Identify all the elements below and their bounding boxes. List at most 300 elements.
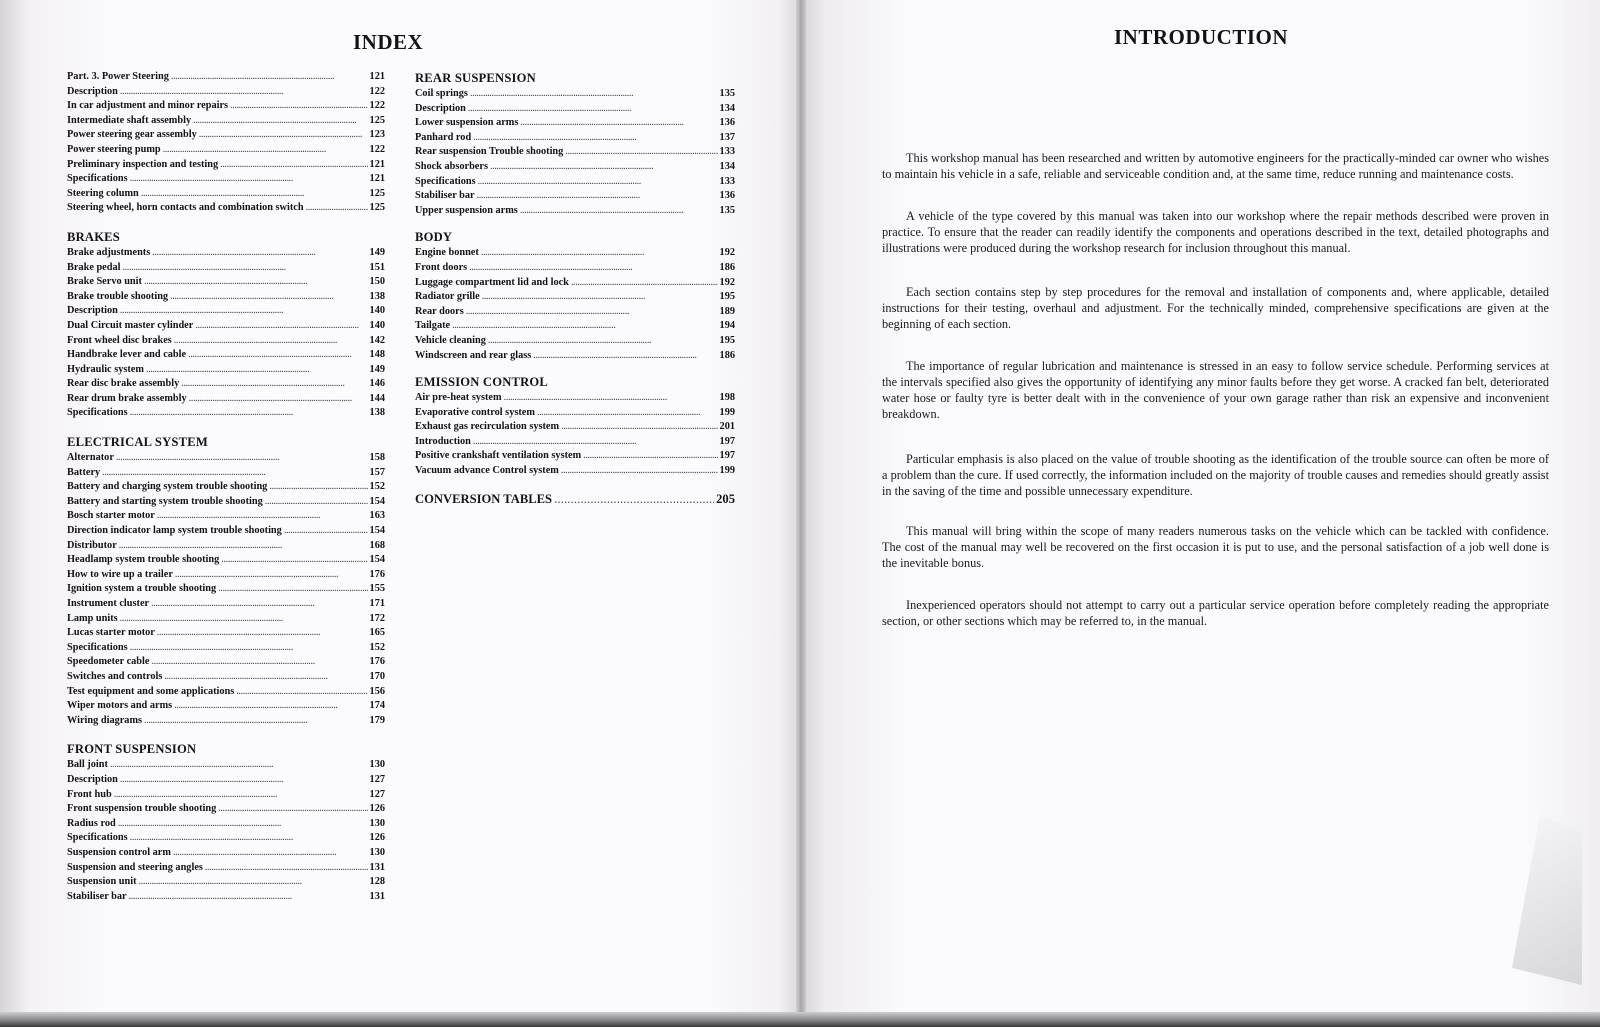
dot-leader <box>120 773 368 788</box>
index-entry-page: 126 <box>369 803 385 815</box>
dot-leader <box>174 699 367 714</box>
index-entry-label: Ball joint <box>67 759 108 771</box>
index-entry-label: Exhaust gas recirculation system <box>415 421 560 433</box>
index-section <box>415 375 735 479</box>
dot-leader <box>130 406 368 421</box>
dot-leader <box>469 261 717 276</box>
index-entry-page: 176 <box>369 568 385 580</box>
index-entry-page: 122 <box>369 143 385 155</box>
dot-leader <box>151 597 367 612</box>
dot-leader <box>537 406 718 421</box>
index-section-heading: ELECTRICAL SYSTEM <box>67 435 208 450</box>
index-entry <box>67 363 385 378</box>
dot-leader <box>452 319 717 334</box>
index-entry <box>67 128 385 143</box>
index-entry-page: 149 <box>369 246 385 258</box>
index-entry-page: 149 <box>369 363 385 375</box>
index-entry-label: Bosch starter motor <box>67 510 155 522</box>
index-entry <box>67 846 385 861</box>
index-entry-label: Description <box>415 102 466 114</box>
index-entry-page: 133 <box>719 146 735 158</box>
page-bottom-edge <box>0 1012 1600 1027</box>
index-entry <box>415 189 735 204</box>
index-entry <box>67 539 385 554</box>
index-entry-label: Specifications <box>67 407 128 419</box>
introduction-paragraph: A vehicle of the type covered by this manual was taken into our workshop where the repair methods described were proven in practice. To ensure that the reader can readily identify the components and operations described in the text, detailed photographs and illustrations were produced during the workshop research for inclusion throughout this manual. <box>882 209 1549 255</box>
index-entry-page: 176 <box>369 656 385 668</box>
index-entry-page: 186 <box>719 261 735 273</box>
index-entry-page: 137 <box>719 131 735 143</box>
index-entry <box>67 524 385 539</box>
index-entry-label: Windscreen and rear glass <box>415 349 532 361</box>
dot-leader <box>151 655 367 670</box>
index-entry-page: 138 <box>369 290 385 302</box>
index-entry-label: Rear doors <box>415 305 464 317</box>
index-entry-label: Rear suspension Trouble shooting <box>415 146 564 158</box>
index-section-heading: BODY <box>415 230 453 245</box>
index-entry-label: Panhard rod <box>415 131 472 143</box>
index-entry <box>415 435 735 450</box>
index-entry-label: Introduction <box>415 435 471 447</box>
index-entry-page: 163 <box>369 510 385 522</box>
dot-leader <box>488 334 718 349</box>
index-entry-label: Part. 3. Power Steering <box>67 71 169 82</box>
introduction-paragraph: Particular emphasis is also placed on the value of trouble shooting as the identification of the trouble source can often be more of a problem than the cure. If used correctly, the information included on the majority of trouble causes and remedies should greatly assist in the saving of the time and possible unnecessary expenditure. <box>882 452 1549 498</box>
index-entry-page: 197 <box>719 450 735 462</box>
index-entry-label: Speedometer cable <box>67 656 150 668</box>
index-entry <box>67 99 385 114</box>
dot-leader <box>520 116 717 131</box>
index-section <box>67 70 385 216</box>
conversion-tables-page: 205 <box>716 491 735 506</box>
index-entry-label: Instrument cluster <box>67 598 150 609</box>
index-entry-label: How to wire up a trailer <box>67 568 173 580</box>
index-section-heading: REAR SUSPENSION <box>415 71 536 85</box>
index-entry-page: 157 <box>369 466 385 478</box>
index-title: INDEX <box>353 30 424 54</box>
index-entry-label: Air pre-heat system <box>415 392 502 404</box>
dot-leader <box>466 305 718 320</box>
index-entry <box>67 451 385 466</box>
index-entry <box>67 172 385 187</box>
dot-leader <box>163 143 368 158</box>
index-entry-page: 171 <box>369 598 385 609</box>
index-entry-page: 122 <box>369 100 385 112</box>
index-entry-page: 151 <box>369 261 385 273</box>
index-entry-label: Hydraulic system <box>67 363 144 375</box>
index-entry-label: Engine bonnet <box>415 247 479 259</box>
dot-leader <box>481 246 718 261</box>
index-entry-label: Luggage compartment lid and lock <box>415 276 569 288</box>
index-entry-label: Suspension and steering angles <box>67 861 203 873</box>
dot-leader <box>520 204 718 219</box>
dot-leader <box>571 276 718 291</box>
dot-leader <box>193 114 367 129</box>
index-entry-page: 150 <box>369 276 385 288</box>
index-entry <box>67 246 385 261</box>
index-entry <box>67 670 385 685</box>
index-entry-page: 146 <box>369 378 385 390</box>
index-entry-page: 131 <box>369 890 385 902</box>
index-entry-page: 194 <box>719 320 735 332</box>
index-column-2 <box>415 71 735 507</box>
index-entry <box>415 406 735 421</box>
dot-leader <box>164 670 367 685</box>
introduction-paragraph: This manual will bring within the scope of many readers numerous tasks on the vehicle which can be tackled with confidence. The cost of the manual may well be recovered on the first occasion it is put to use, and the personal satisfaction of a job well done is the inevitable bonus. <box>882 524 1549 570</box>
index-entry <box>67 861 385 876</box>
index-entry <box>67 685 385 700</box>
dot-leader <box>116 451 368 466</box>
index-entry-page: 142 <box>369 334 385 346</box>
index-entry-page: 179 <box>369 714 385 726</box>
dot-leader <box>139 875 368 890</box>
index-entry-label: Dual Circuit master cylinder <box>67 319 194 331</box>
index-section <box>67 435 385 728</box>
index-section-heading: BRAKES <box>67 229 120 244</box>
index-entry <box>67 890 385 905</box>
index-entry-label: Battery and starting system trouble shooting <box>67 495 263 507</box>
dot-leader <box>130 172 368 187</box>
index-entry-page: 133 <box>719 175 735 187</box>
index-entry-page: 152 <box>369 481 385 493</box>
index-entry <box>415 131 735 146</box>
index-entry-label: Shock absorbers <box>415 160 488 172</box>
index-entry <box>415 102 735 117</box>
introduction-paragraph: The importance of regular lubrication and maintenance is stressed in an easy to follow service schedule. Performing services at the intervals specified also gives the opportunity of identifying any minor faults before they get worse. A cracked fan belt, deteriorated water hose or faulty tyre is better dealt with in the convenience of your own garage rather than risk an expensive and inconvenient breakdown. <box>882 359 1549 421</box>
index-entry <box>415 290 735 305</box>
index-entry-label: In car adjustment and minor repairs <box>67 100 229 112</box>
index-entry-page: 121 <box>369 71 385 82</box>
dot-leader <box>561 420 717 435</box>
index-entry-page: 134 <box>719 160 735 172</box>
index-entry <box>67 319 385 334</box>
index-entry-list <box>415 87 735 218</box>
index-entry <box>415 349 735 364</box>
index-entry-label: Vehicle cleaning <box>415 334 486 346</box>
index-entry <box>415 87 735 102</box>
index-entry-page: 140 <box>369 305 385 317</box>
index-entry <box>67 348 385 363</box>
index-entry-page: 121 <box>369 173 385 185</box>
dot-leader <box>468 102 718 117</box>
index-entry <box>67 699 385 714</box>
index-entry <box>67 85 385 100</box>
dot-leader <box>120 85 368 100</box>
index-entry <box>67 875 385 890</box>
index-entry-label: Ignition system a trouble shooting <box>67 583 217 595</box>
dot-leader <box>171 70 368 85</box>
index-entry <box>67 377 385 392</box>
index-entry-page: 136 <box>719 190 735 202</box>
index-entry-list <box>67 451 385 728</box>
index-entry-label: Brake pedal <box>67 261 121 273</box>
index-entry-list <box>67 758 385 904</box>
index-column-1 <box>67 70 385 904</box>
index-entry <box>67 758 385 773</box>
dot-leader <box>129 890 368 905</box>
index-entry <box>67 466 385 481</box>
index-entry-label: Specifications <box>67 832 128 844</box>
dot-leader <box>533 349 717 364</box>
index-entry <box>415 204 735 219</box>
index-entry <box>67 392 385 407</box>
index-entry-label: Front hub <box>67 788 112 800</box>
index-entry <box>67 568 385 583</box>
index-entry-label: Front wheel disc brakes <box>67 334 172 346</box>
index-entry <box>67 582 385 597</box>
index-entry <box>415 145 735 160</box>
index-entry-label: Suspension control arm <box>67 846 171 858</box>
index-entry-page: 152 <box>369 641 385 653</box>
index-entry-label: Rear drum brake assembly <box>67 392 187 404</box>
dot-leader <box>482 290 718 305</box>
dot-leader <box>174 334 368 349</box>
index-entry-page: 168 <box>369 539 385 551</box>
index-entry-label: Stabiliser bar <box>67 890 127 902</box>
index-entry-label: Radius rod <box>67 817 116 829</box>
dot-leader <box>205 861 368 876</box>
index-entry-label: Brake adjustments <box>67 246 151 258</box>
index-entry-label: Wiper motors and arms <box>67 700 173 712</box>
index-entry-label: Lucas starter motor <box>67 627 155 639</box>
dot-leader <box>220 158 367 173</box>
dot-leader <box>110 758 368 773</box>
index-entry-label: Battery and charging system trouble shooting <box>67 481 268 493</box>
dot-leader <box>118 817 368 832</box>
dot-leader <box>141 187 368 202</box>
index-entry-page: 144 <box>369 392 385 404</box>
dot-leader <box>284 524 368 539</box>
dot-leader <box>490 160 718 175</box>
dot-leader <box>478 175 718 190</box>
introduction-paragraph: Inexperienced operators should not attempt to carry out a particular service operation before completely reading the appropriate section, or other sections which may be referred to, in the manual. <box>882 598 1549 628</box>
dot-leader <box>230 99 368 114</box>
index-entry-label: Headlamp system trouble shooting <box>67 554 220 566</box>
index-entry <box>67 509 385 524</box>
index-entry-label: Vacuum advance Control system <box>415 465 559 477</box>
dot-leader <box>120 304 368 319</box>
index-entry-label: Description <box>67 773 118 785</box>
conversion-tables-label: CONVERSION TABLES <box>415 491 553 506</box>
index-entry <box>415 261 735 276</box>
index-entry-label: Direction indicator lamp system trouble shooting <box>67 525 282 537</box>
index-entry-label: Brake trouble shooting <box>67 290 169 302</box>
index-entry-page: 165 <box>369 627 385 639</box>
index-entry-label: Brake Servo unit <box>67 276 142 288</box>
index-entry-page: 199 <box>719 406 735 418</box>
index-entry-page: 127 <box>369 773 385 785</box>
index-entry-page: 122 <box>369 85 385 97</box>
index-entry <box>67 553 385 568</box>
index-entry-label: Coil springs <box>415 88 468 99</box>
index-entry-page: 135 <box>719 88 735 99</box>
index-entry-label: Specifications <box>415 175 476 187</box>
dot-leader <box>554 492 714 507</box>
index-entry-page: 127 <box>369 788 385 800</box>
dot-leader <box>195 319 367 334</box>
index-entry-label: Switches and controls <box>67 670 163 682</box>
index-section <box>67 230 385 421</box>
index-entry-page: 197 <box>719 435 735 447</box>
index-entry-page: 135 <box>719 204 735 216</box>
conversion-tables-entry <box>415 492 735 507</box>
index-entry-label: Wiring diagrams <box>67 714 143 726</box>
index-entry-page: 125 <box>369 114 385 126</box>
index-entry-page: 195 <box>719 291 735 303</box>
dot-leader <box>157 509 368 524</box>
index-entry-page: 130 <box>369 846 385 858</box>
index-entry <box>415 334 735 349</box>
dot-leader <box>157 626 368 641</box>
index-entry <box>415 319 735 334</box>
index-entry-page: 156 <box>369 685 385 697</box>
dot-leader <box>181 377 367 392</box>
index-section <box>415 71 735 218</box>
dot-leader <box>144 275 368 290</box>
index-entry <box>67 261 385 276</box>
index-entry-page: 154 <box>369 495 385 507</box>
dot-leader <box>199 128 368 143</box>
dot-leader <box>114 788 368 803</box>
index-entry-page: 130 <box>369 817 385 829</box>
dot-leader <box>306 201 368 216</box>
index-entry-label: Power steering gear assembly <box>67 129 197 141</box>
index-entry-label: Rear disc brake assembly <box>67 378 180 390</box>
book-spine <box>796 0 806 1015</box>
index-entry <box>415 305 735 320</box>
index-entry-label: Evaporative control system <box>415 406 535 418</box>
index-entry <box>67 275 385 290</box>
index-entry-label: Suspension unit <box>67 876 137 888</box>
index-entry-page: 172 <box>369 612 385 624</box>
index-entry-label: Intermediate shaft assembly <box>67 114 192 126</box>
index-entry-label: Tailgate <box>415 320 451 332</box>
index-entry-page: 192 <box>719 247 735 259</box>
index-entry-list <box>415 246 735 363</box>
dot-leader <box>123 261 368 276</box>
dot-leader <box>473 131 717 146</box>
index-entry-label: Lamp units <box>67 612 118 624</box>
dot-leader <box>130 641 368 656</box>
index-entry <box>415 276 735 291</box>
index-entry-page: 131 <box>369 861 385 873</box>
index-entry-label: Handbrake lever and cable <box>67 349 187 361</box>
index-entry-page: 126 <box>369 832 385 844</box>
index-entry-page: 199 <box>719 465 735 477</box>
index-entry <box>67 626 385 641</box>
index-entry-label: Battery <box>67 466 101 478</box>
index-entry-page: 125 <box>369 187 385 199</box>
dot-leader <box>119 539 368 554</box>
index-entry-label: Description <box>67 85 118 97</box>
index-entry-page: 154 <box>369 525 385 537</box>
index-entry <box>67 114 385 129</box>
dot-leader <box>583 449 717 464</box>
index-entry-label: Positive crankshaft ventilation system <box>415 450 582 462</box>
index-entry <box>67 495 385 510</box>
index-entry-page: 128 <box>369 876 385 888</box>
index-entry-page: 123 <box>369 129 385 141</box>
dot-leader <box>152 246 367 261</box>
index-section <box>67 742 385 904</box>
dot-leader <box>120 612 368 627</box>
dot-leader <box>144 714 368 729</box>
index-entry <box>67 612 385 627</box>
dot-leader <box>173 846 368 861</box>
index-entry-page: 125 <box>369 202 385 214</box>
index-entry-label: Steering wheel, horn contacts and combination switch <box>67 202 304 214</box>
dot-leader <box>130 831 368 846</box>
index-entry <box>67 406 385 421</box>
index-entry <box>67 773 385 788</box>
dot-leader <box>473 435 718 450</box>
index-entry-page: 148 <box>369 349 385 361</box>
index-section-heading: EMISSION CONTROL <box>415 375 549 390</box>
dot-leader <box>170 290 367 305</box>
index-entry-page: 140 <box>369 319 385 331</box>
index-entry <box>67 817 385 832</box>
index-entry-label: Upper suspension arms <box>415 204 518 216</box>
index-entry <box>67 334 385 349</box>
index-entry-label: Radiator grille <box>415 291 480 303</box>
introduction-paragraph: Each section contains step by step procedures for the removal and installation of components and, where applicable, detailed instructions for their testing, overhaul and adjustment. For the technically minded, comprehensive specifications are given at the beginning of each section. <box>882 285 1549 331</box>
index-entry-label: Test equipment and some applications <box>67 685 235 697</box>
dot-leader <box>188 348 367 363</box>
index-entry-page: 155 <box>369 583 385 595</box>
index-entry-label: Alternator <box>67 452 114 464</box>
index-entry-label: Lower suspension arms <box>415 117 519 129</box>
dot-leader <box>477 189 718 204</box>
index-entry <box>67 201 385 216</box>
index-entry <box>67 143 385 158</box>
index-entry-page: 201 <box>719 421 735 433</box>
index-entry <box>67 70 385 85</box>
index-entry <box>415 246 735 261</box>
dot-leader <box>146 363 368 378</box>
index-entry-list <box>415 391 735 479</box>
index-section-heading: FRONT SUSPENSION <box>67 742 197 757</box>
index-entry <box>67 480 385 495</box>
index-entry-label: Stabiliser bar <box>415 190 475 202</box>
dot-leader <box>561 464 718 479</box>
index-entry-label: Front suspension trouble shooting <box>67 803 217 815</box>
dot-leader <box>221 553 367 568</box>
index-entry <box>415 391 735 406</box>
index-entry <box>415 420 735 435</box>
index-entry <box>67 641 385 656</box>
index-entry-label: Preliminary inspection and testing <box>67 158 219 170</box>
index-entry-page: 198 <box>719 392 735 404</box>
index-entry <box>415 449 735 464</box>
index-entry-label: Front doors <box>415 261 468 273</box>
index-entry-label: Power steering pump <box>67 143 161 155</box>
index-entry <box>67 831 385 846</box>
index-entry-page: 192 <box>719 276 735 288</box>
index-entry-list <box>67 70 385 216</box>
dot-leader <box>269 480 367 495</box>
index-entry <box>415 175 735 190</box>
index-entry-label: Specifications <box>67 641 128 653</box>
index-entry <box>415 464 735 479</box>
index-entry <box>67 597 385 612</box>
dot-leader <box>218 802 367 817</box>
index-entry-label: Distributor <box>67 539 117 551</box>
index-entry-page: 136 <box>719 117 735 129</box>
index-entry <box>67 655 385 670</box>
index-entry-label: Steering column <box>67 187 139 199</box>
index-entry-list <box>67 246 385 421</box>
index-entry-page: 189 <box>719 305 735 317</box>
